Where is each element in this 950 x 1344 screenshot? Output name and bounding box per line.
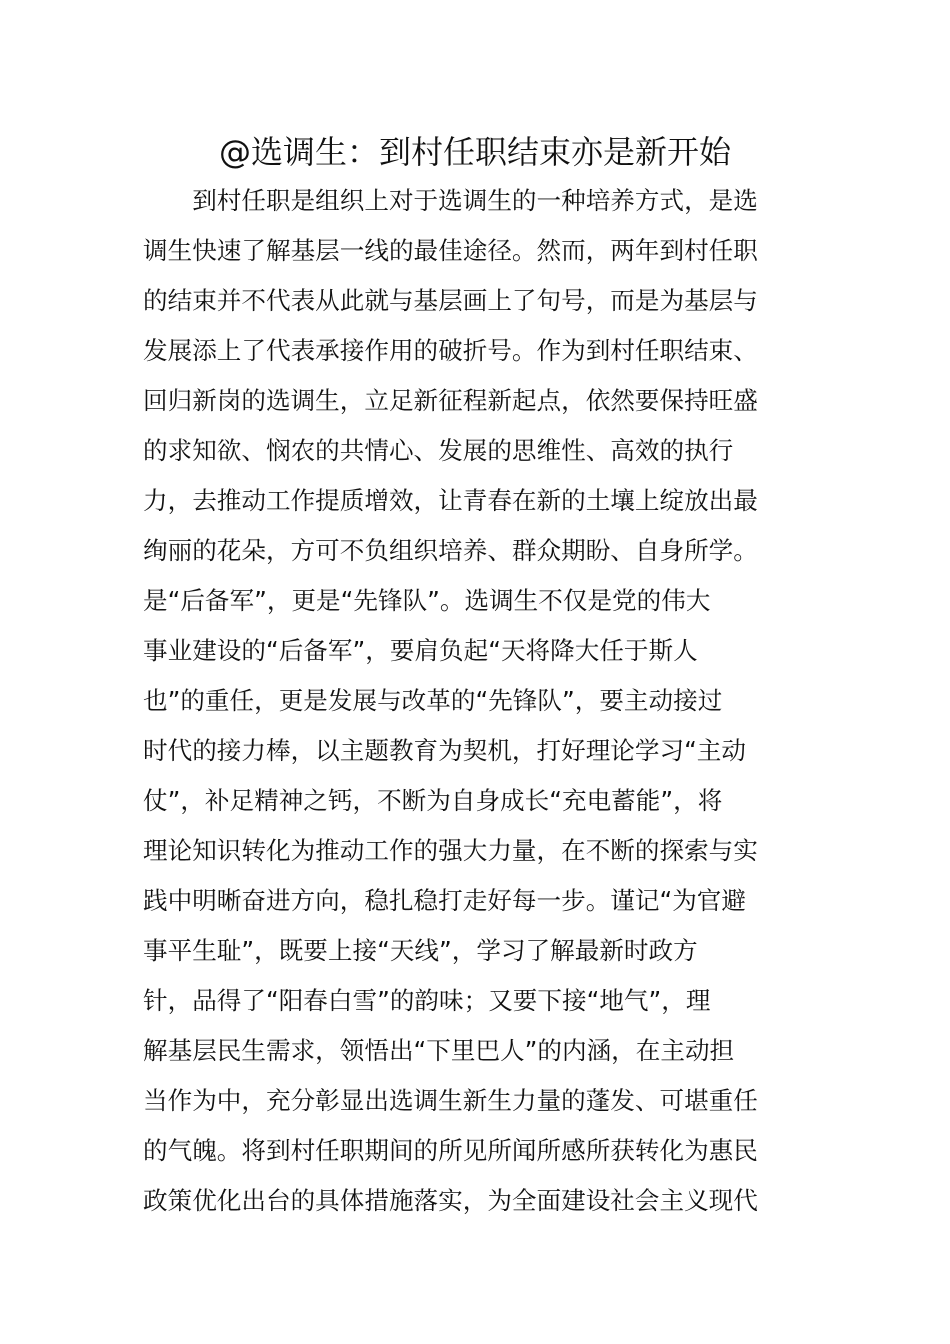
body-line-10: 事业建设的“后备军”，要肩负起“天将降大任于斯人	[143, 636, 698, 665]
body-line-20: 的气魄。将到村任职期间的所见所闻所感所获转化为惠民	[143, 1136, 758, 1165]
body-line-16: 事平生耻”，既要上接“天线”，学习了解最新时政方	[143, 936, 698, 965]
body-line-6: 的求知欲、悯农的共情心、发展的思维性、高效的执行	[143, 436, 734, 465]
document-title: @选调生：到村任职结束亦是新开始	[218, 133, 731, 171]
body-line-17: 针，品得了“阳春白雪”的韵味；又要下接“地气”，理	[143, 986, 711, 1015]
body-line-4: 发展添上了代表承接作用的破折号。作为到村任职结束、	[143, 336, 758, 365]
body-line-19: 当作为中，充分彰显出选调生新生力量的蓬发、可堪重任	[143, 1086, 758, 1115]
body-line-21: 政策优化出台的具体措施落实，为全面建设社会主义现代	[143, 1186, 758, 1215]
body-line-1: 到村任职是组织上对于选调生的一种培养方式，是选	[143, 186, 758, 215]
body-line-13: 仗”，补足精神之钙，不断为自身成长“充电蓄能”，将	[143, 786, 723, 815]
body-line-7: 力，去推动工作提质增效，让青春在新的土壤上绽放出最	[143, 486, 758, 515]
body-line-8: 绚丽的花朵，方可不负组织培养、群众期盼、自身所学。	[143, 536, 758, 565]
document-body	[143, 176, 813, 1226]
body-line-11: 也”的重任，更是发展与改革的“先锋队”，要主动接过	[143, 686, 723, 715]
body-line-5: 回归新岗的选调生，立足新征程新起点，依然要保持旺盛	[143, 386, 758, 415]
body-line-2: 调生快速了解基层一线的最佳途径。然而，两年到村任职	[143, 236, 758, 265]
body-line-12: 时代的接力棒，以主题教育为契机，打好理论学习“主动	[143, 736, 746, 765]
body-line-3: 的结束并不代表从此就与基层画上了句号，而是为基层与	[143, 286, 758, 315]
body-line-18: 解基层民生需求，领悟出“下里巴人”的内涵，在主动担	[143, 1036, 735, 1065]
body-line-9: 是“后备军”，更是“先锋队”。选调生不仅是党的伟大	[143, 586, 711, 615]
body-line-15: 践中明晰奋进方向，稳扎稳打走好每一步。谨记“为官避	[143, 886, 746, 915]
body-line-14: 理论知识转化为推动工作的强大力量，在不断的探索与实	[143, 836, 758, 865]
